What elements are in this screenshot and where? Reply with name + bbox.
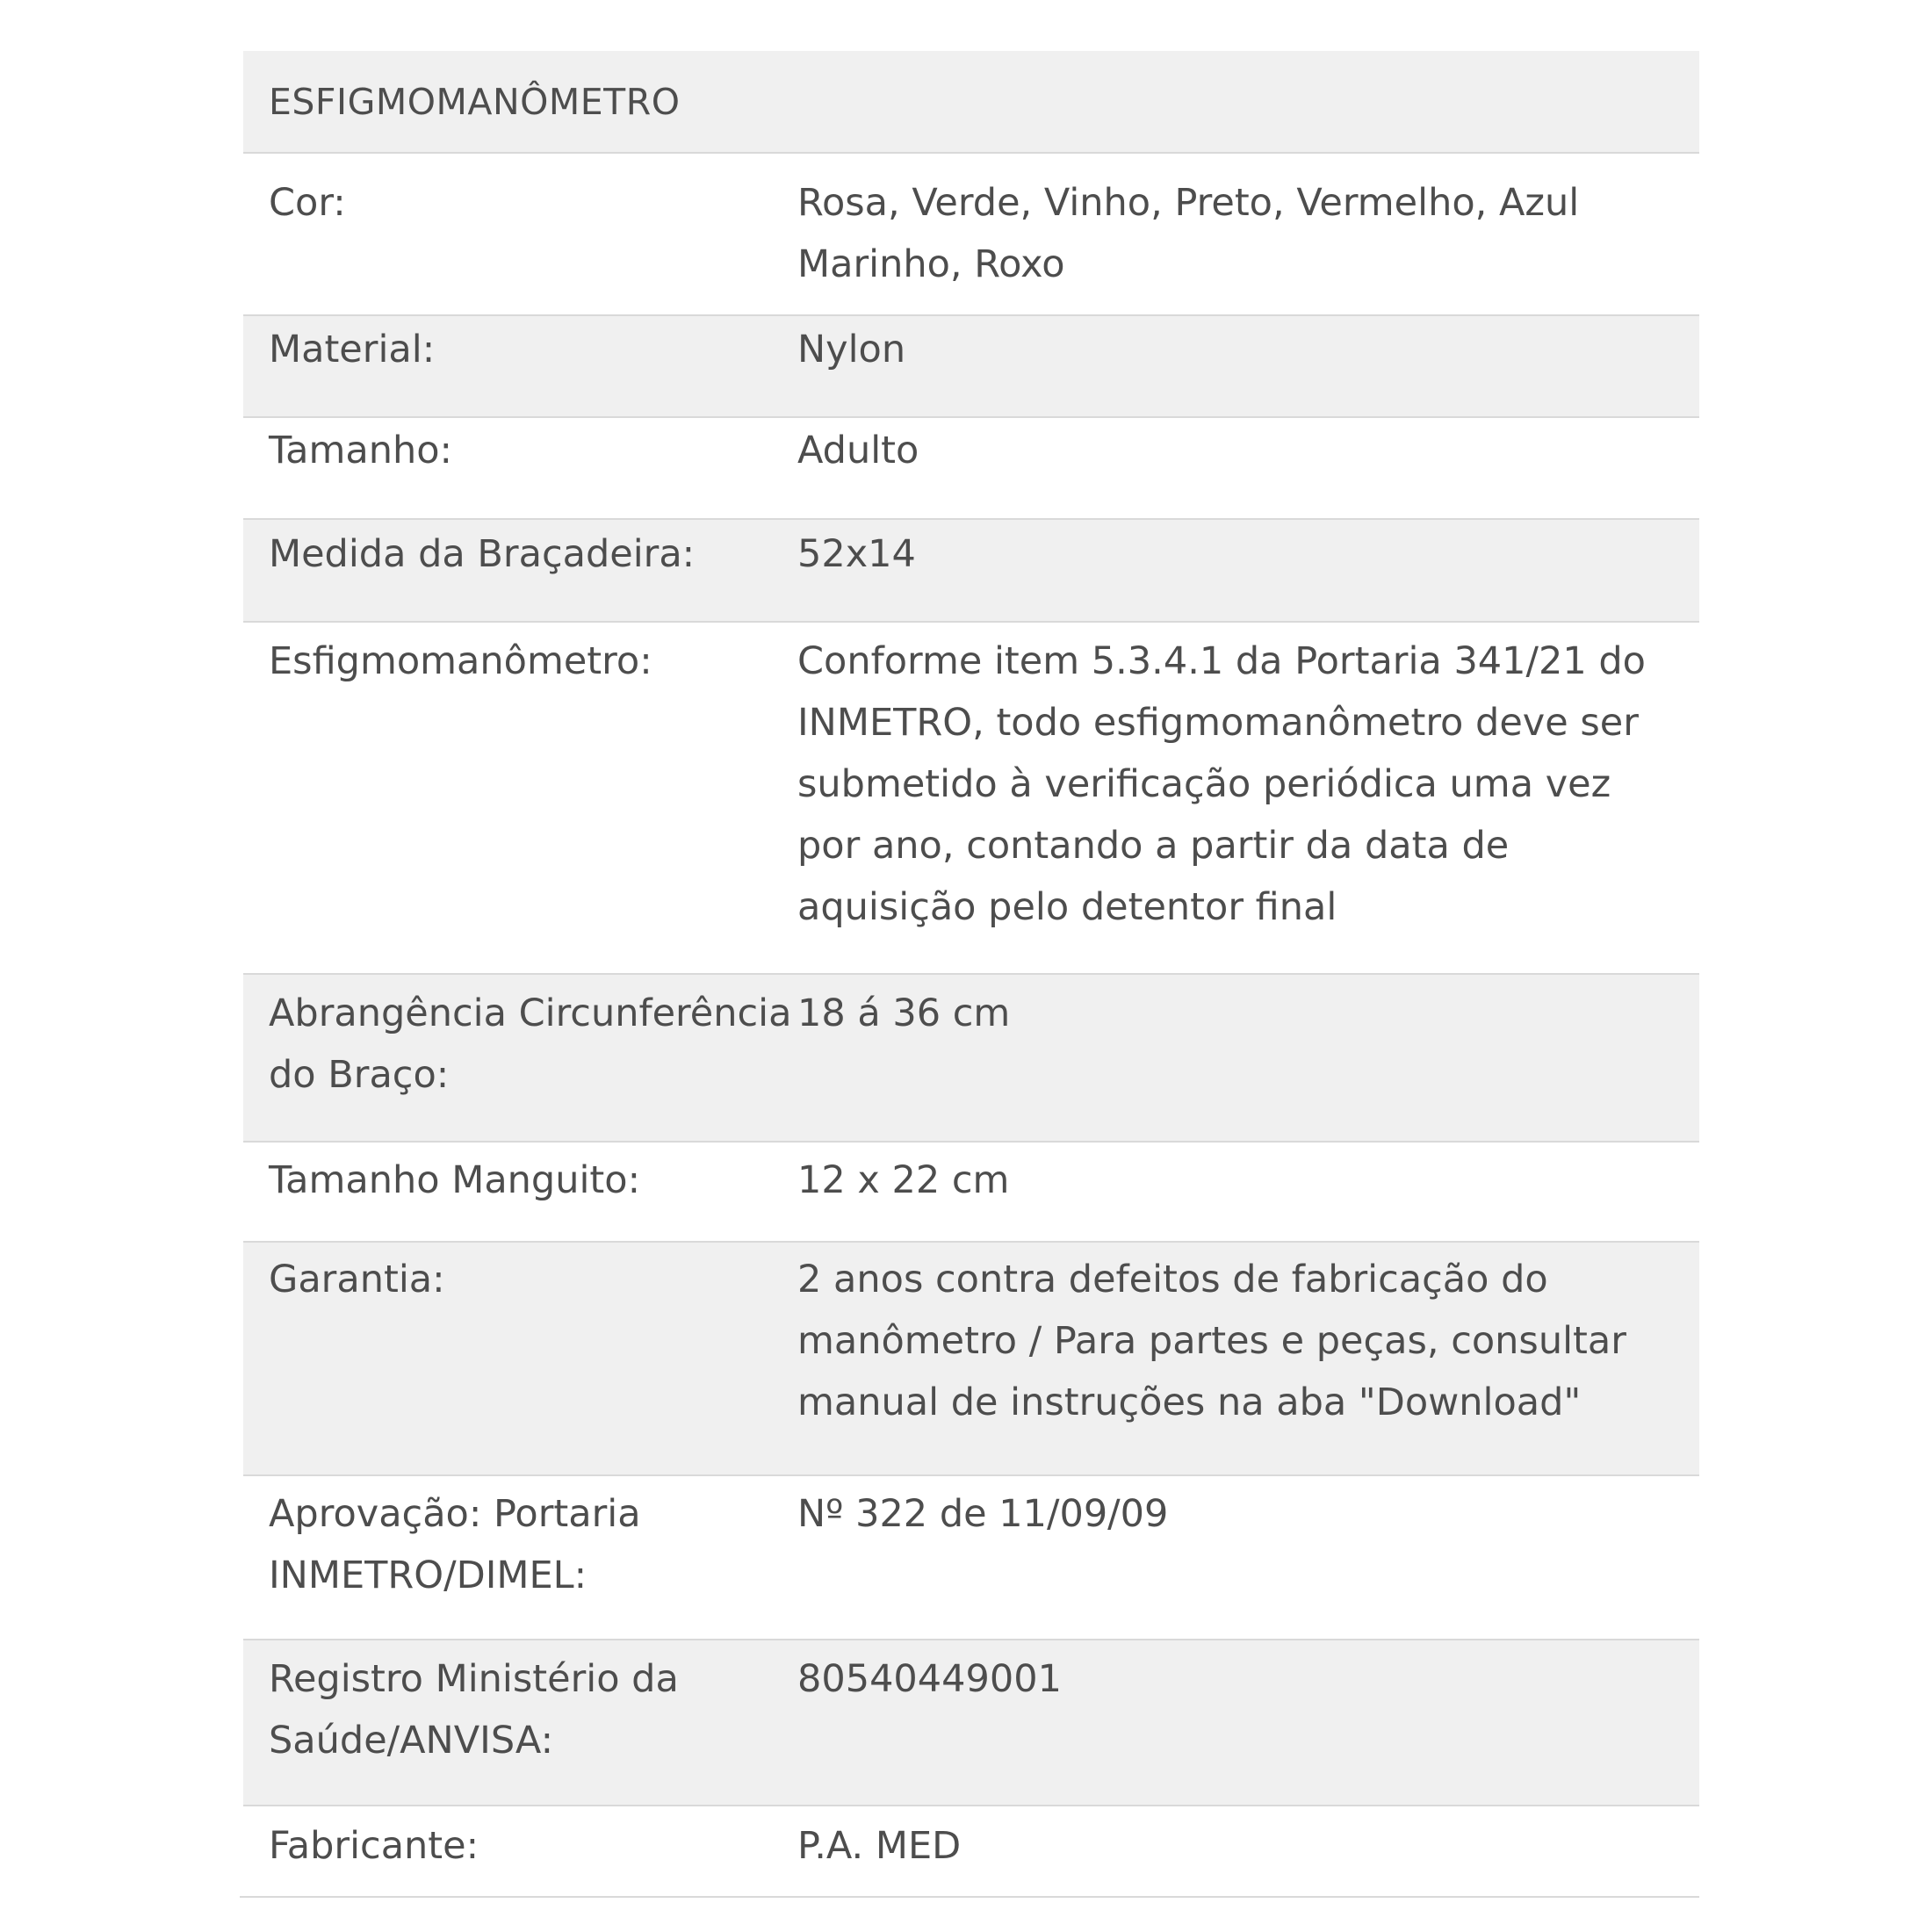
table-row-aprovacao bbox=[243, 1476, 1699, 1640]
table-row-cor bbox=[243, 154, 1699, 316]
table-row-esfigmomanometro bbox=[243, 623, 1699, 975]
row-value: Adulto bbox=[797, 429, 919, 472]
row-value: Nylon bbox=[797, 328, 906, 371]
table-title: ESFIGMOMANÔMETRO bbox=[243, 51, 1699, 154]
table-row-medida bbox=[243, 520, 1699, 623]
row-label: Registro Ministério da Saúde/ANVISA: bbox=[269, 1657, 679, 1763]
row-value: Conforme item 5.3.4.1 da Portaria 341/21 do INMETRO, todo esfigmomanômetro deve ser submetido à verificação periódica uma vez por ano, contando a partir da data de aquisição pelo detentor final bbox=[797, 639, 1646, 929]
row-value: Rosa, Verde, Vinho, Preto, Vermelho, Azul Marinho, Roxo bbox=[797, 181, 1580, 286]
table-bottom-divider bbox=[240, 1896, 1699, 1898]
row-label: Tamanho: bbox=[269, 429, 453, 472]
row-label: Cor: bbox=[269, 181, 346, 225]
row-value: 12 x 22 cm bbox=[797, 1158, 1010, 1202]
row-value: 80540449001 bbox=[797, 1657, 1062, 1701]
row-label: Esfigmomanômetro: bbox=[269, 639, 652, 683]
table-row-fabricante bbox=[243, 1806, 1699, 1905]
row-label: Fabricante: bbox=[269, 1824, 479, 1868]
spec-table bbox=[243, 51, 1699, 1905]
row-value: 52x14 bbox=[797, 532, 916, 576]
row-label: Aprovação: Portaria INMETRO/DIMEL: bbox=[269, 1492, 641, 1597]
table-row-tamanho bbox=[243, 418, 1699, 520]
row-label: Material: bbox=[269, 328, 436, 371]
table-row-registro bbox=[243, 1640, 1699, 1806]
row-value: P.A. MED bbox=[797, 1824, 962, 1868]
row-value: Nº 322 de 11/09/09 bbox=[797, 1492, 1169, 1536]
table-row-garantia bbox=[243, 1243, 1699, 1476]
row-label: Tamanho Manguito: bbox=[269, 1158, 641, 1202]
row-label: Garantia: bbox=[269, 1258, 445, 1301]
table-row-manguito bbox=[243, 1143, 1699, 1243]
row-value: 2 anos contra defeitos de fabricação do manômetro / Para partes e peças, consultar manual de instruções na aba "Download" bbox=[797, 1258, 1626, 1424]
row-label: Medida da Braçadeira: bbox=[269, 532, 696, 576]
table-row-material bbox=[243, 316, 1699, 418]
row-label: Abrangência Circunferência do Braço: bbox=[269, 991, 792, 1097]
row-value: 18 á 36 cm bbox=[797, 991, 1011, 1035]
table-row-abrangencia bbox=[243, 975, 1699, 1143]
